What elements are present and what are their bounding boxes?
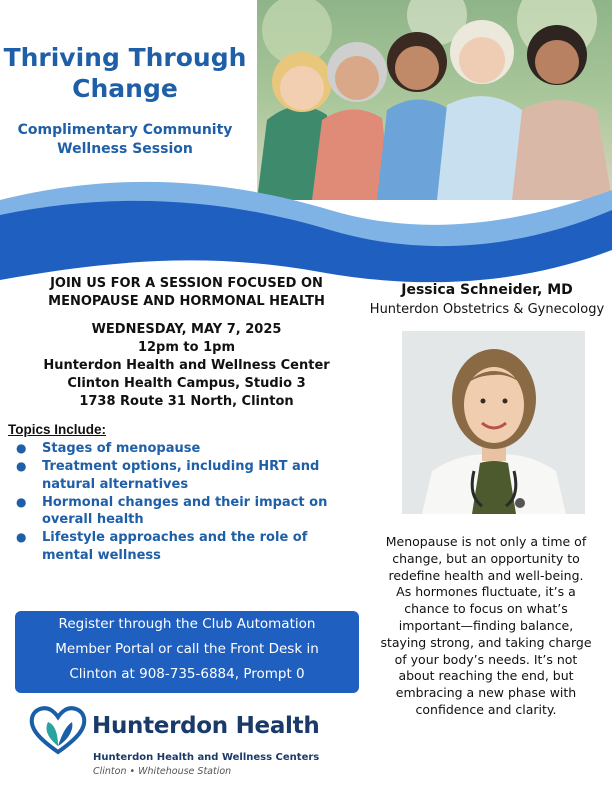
register-info-box — [15, 611, 359, 693]
bio-line: change, but an opportunity to — [392, 550, 580, 566]
topic-line: Lifestyle approaches and the role of — [42, 530, 308, 545]
heart-leaf-logo-icon — [28, 704, 88, 756]
logo-locations: Clinton • Whitehouse Station — [93, 766, 232, 777]
topic-item — [16, 494, 352, 529]
doctor-photo — [402, 331, 585, 514]
subtitle-line-2: Wellness Session — [57, 141, 193, 157]
event-campus: Clinton Health Campus, Studio 3 — [67, 376, 306, 391]
event-heading — [24, 275, 349, 311]
bullet-icon: ● — [16, 530, 27, 544]
bio-line: important—finding balance, — [398, 617, 574, 633]
event-details — [24, 321, 349, 411]
bullet-icon: ● — [16, 459, 27, 473]
register-line-2: Member Portal or call the Front Desk in — [55, 641, 319, 657]
event-heading-line-2: MENOPAUSE AND HORMONAL HEALTH — [48, 294, 325, 309]
doctor-practice: Hunterdon Obstetrics & Gynecology — [369, 302, 605, 317]
bio-line: staying strong, and taking charge — [380, 634, 592, 650]
logo-tagline: Hunterdon Health and Wellness Centers — [93, 752, 320, 763]
title-line-2: Change — [72, 74, 178, 103]
topics-list — [16, 440, 352, 565]
bio-line: about reaching the end, but — [398, 668, 574, 684]
wave-divider — [0, 160, 612, 290]
register-line-3: Clinton at 908-735-6884, Prompt 0 — [69, 666, 305, 682]
register-line-1: Register through the Club Automation — [58, 616, 316, 632]
bio-line: of your body’s needs. It’s not — [394, 651, 578, 667]
bio-line: confidence and clarity. — [415, 701, 557, 717]
subtitle-line-1: Complimentary Community — [17, 122, 233, 138]
event-date: WEDNESDAY, MAY 7, 2025 — [91, 322, 282, 337]
topic-line: overall health — [42, 512, 144, 527]
topic-line: Stages of menopause — [42, 441, 201, 456]
event-time: 12pm to 1pm — [137, 340, 236, 355]
bio-line: chance to focus on what’s — [404, 601, 568, 617]
page-subtitle — [0, 121, 250, 159]
event-address: 1738 Route 31 North, Clinton — [79, 394, 294, 409]
topic-line: mental wellness — [42, 547, 161, 563]
page-title — [0, 42, 250, 104]
bio-paragraph — [368, 534, 604, 719]
event-heading-line-1: JOIN US FOR A SESSION FOCUSED ON — [50, 276, 323, 291]
topic-item — [16, 440, 352, 458]
bullet-icon: ● — [16, 494, 27, 509]
topic-line: Hormonal changes and their impact on — [42, 494, 328, 510]
topic-item — [16, 529, 352, 564]
bio-line: redefine health and well-being. — [388, 567, 584, 583]
doctor-name: Jessica Schneider, MD — [401, 282, 573, 298]
bio-line: embracing a new phase with — [395, 685, 577, 701]
topic-item — [16, 458, 352, 493]
bio-line: Menopause is not only a time of — [385, 534, 587, 549]
topics-title: Topics Include: — [8, 422, 107, 437]
event-venue: Hunterdon Health and Wellness Center — [43, 358, 330, 373]
topic-line: Treatment options, including HRT and — [42, 459, 320, 474]
logo-wordmark: Hunterdon Health — [92, 713, 320, 739]
bio-line: As hormones fluctuate, it’s a — [396, 584, 576, 600]
topic-line: natural alternatives — [42, 476, 189, 492]
title-line-1: Thriving Through — [3, 43, 247, 72]
bullet-icon: ● — [16, 441, 27, 455]
